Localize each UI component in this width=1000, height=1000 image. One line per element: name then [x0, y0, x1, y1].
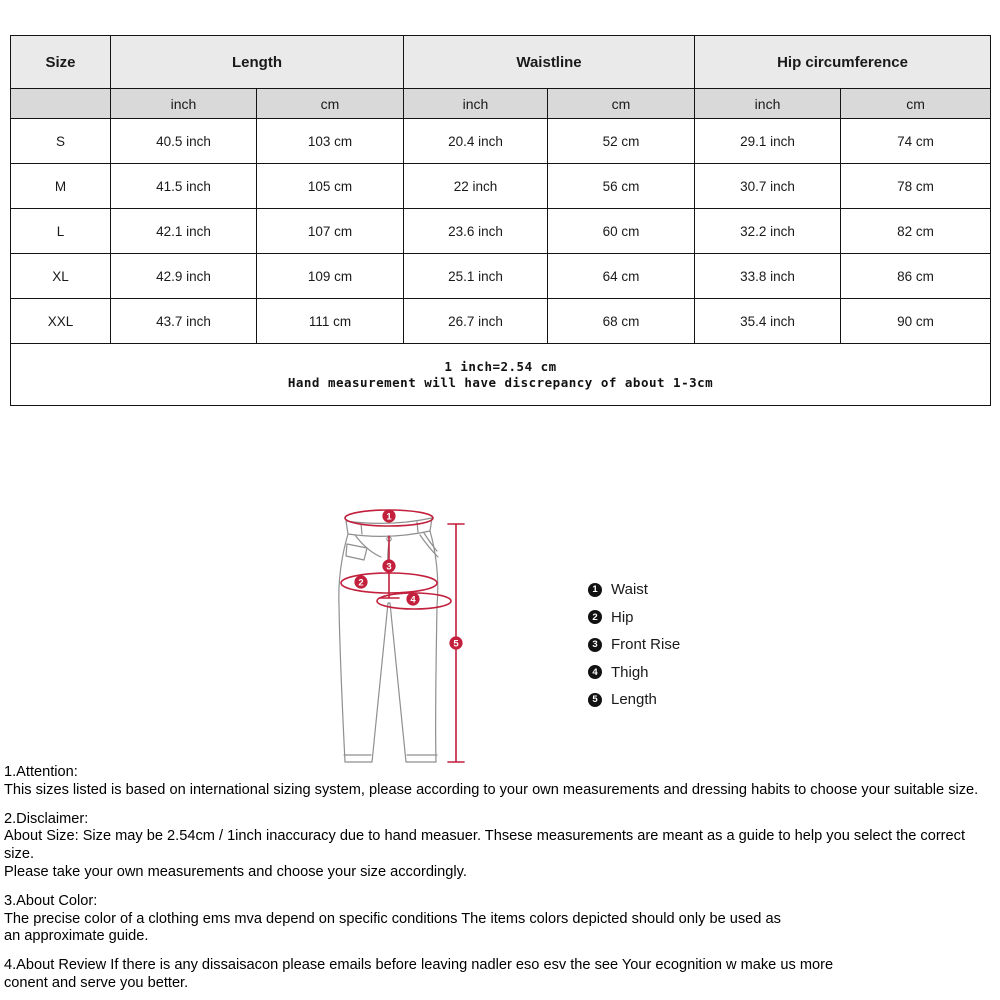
legend-item-waist — [588, 576, 680, 604]
cell-value: 90 cm — [841, 299, 991, 344]
size-label: L — [11, 209, 111, 254]
cell-value: 109 cm — [257, 254, 404, 299]
cell-value: 26.7 inch — [404, 299, 548, 344]
legend-dot-4-icon: 4 — [588, 665, 602, 679]
table-row — [11, 209, 991, 254]
cell-value: 64 cm — [548, 254, 695, 299]
size-chart-table — [10, 35, 991, 406]
cell-value: 20.4 inch — [404, 119, 548, 164]
col-header-hip: Hip circumference — [695, 36, 991, 89]
note-about-color — [4, 893, 996, 946]
legend-label: Front Rise — [611, 636, 681, 654]
legend-label: Hip — [611, 608, 634, 626]
svg-text:2: 2 — [358, 577, 364, 589]
cell-value: 29.1 inch — [695, 119, 841, 164]
note-attention — [4, 764, 996, 800]
size-label: XXL — [11, 299, 111, 344]
svg-text:4: 4 — [410, 594, 416, 606]
legend-dot-3-icon: 3 — [588, 638, 602, 652]
table-group-header-row — [11, 36, 991, 89]
note-text: Please take your own measurements and choose your size accordingly. — [4, 863, 467, 880]
note-text: conent and serve you better. — [4, 974, 189, 991]
table-row — [11, 254, 991, 299]
cell-value: 103 cm — [257, 119, 404, 164]
svg-text:1: 1 — [386, 511, 392, 523]
cell-value: 23.6 inch — [404, 209, 548, 254]
cell-value: 74 cm — [841, 119, 991, 164]
unit-header-hip-cm: cm — [841, 89, 991, 119]
measurement-legend — [588, 576, 680, 714]
size-label: XL — [11, 254, 111, 299]
unit-header-waist-cm: cm — [548, 89, 695, 119]
cell-value: 35.4 inch — [695, 299, 841, 344]
table-row — [11, 119, 991, 164]
legend-dot-1-icon: 1 — [588, 583, 602, 597]
footnote-discrepancy: Hand measurement will have discrepancy of about 1-3cm — [287, 374, 714, 390]
cell-value: 105 cm — [257, 164, 404, 209]
cell-value: 43.7 inch — [111, 299, 257, 344]
cell-value: 40.5 inch — [111, 119, 257, 164]
svg-text:3: 3 — [386, 561, 392, 573]
svg-text:5: 5 — [453, 638, 459, 650]
cell-value: 33.8 inch — [695, 254, 841, 299]
size-label: M — [11, 164, 111, 209]
table-row — [11, 164, 991, 209]
legend-item-hip — [588, 604, 680, 632]
table-footnote-row — [11, 344, 991, 406]
cell-value: 30.7 inch — [695, 164, 841, 209]
cell-value: 22 inch — [404, 164, 548, 209]
cell-value: 60 cm — [548, 209, 695, 254]
note-text: 4.About Review If there is any dissaisacon please emails before leaving nadler eso esv the see Your ecognition w make us more — [4, 957, 834, 974]
cell-value: 41.5 inch — [111, 164, 257, 209]
cell-value: 86 cm — [841, 254, 991, 299]
note-text: This sizes listed is based on international sizing system, please according to your own measurements and dressing habits to choose your suitable size. — [4, 781, 979, 798]
note-text: an approximate guide. — [4, 928, 149, 945]
cell-value: 42.9 inch — [111, 254, 257, 299]
legend-item-length — [588, 686, 680, 714]
col-header-size: Size — [11, 36, 111, 89]
cell-value: 56 cm — [548, 164, 695, 209]
notes-section — [4, 764, 996, 1000]
cell-value: 78 cm — [841, 164, 991, 209]
note-text: About Size: Size may be 2.54cm / 1inch inaccuracy due to hand measuer. Thsese measurements are meant as a guide to help you select the correct size. — [4, 828, 966, 863]
note-heading: 3.About Color: — [4, 892, 98, 909]
cell-value: 32.2 inch — [695, 209, 841, 254]
cell-value: 68 cm — [548, 299, 695, 344]
legend-dot-2-icon: 2 — [588, 610, 602, 624]
unit-header-length-cm: cm — [257, 89, 404, 119]
note-disclaimer — [4, 811, 996, 882]
cell-value: 52 cm — [548, 119, 695, 164]
size-label: S — [11, 119, 111, 164]
legend-label: Thigh — [611, 663, 649, 681]
cell-value: 107 cm — [257, 209, 404, 254]
footnote-conversion: 1 inch=2.54 cm — [444, 358, 557, 374]
cell-value: 25.1 inch — [404, 254, 548, 299]
note-about-review — [4, 957, 996, 993]
table-row — [11, 299, 991, 344]
legend-item-thigh — [588, 659, 680, 687]
pants-measurement-diagram — [325, 498, 481, 775]
cell-value: 42.1 inch — [111, 209, 257, 254]
note-heading: 2.Disclaimer: — [4, 810, 89, 827]
legend-label: Length — [611, 691, 657, 709]
note-text: The precise color of a clothing ems mva depend on specific conditions The items colors depicted should only be used as — [4, 910, 781, 927]
col-header-waistline: Waistline — [404, 36, 695, 89]
unit-header-waist-inch: inch — [404, 89, 548, 119]
note-heading: 1.Attention: — [4, 764, 78, 780]
unit-header-empty — [11, 89, 111, 119]
unit-header-hip-inch: inch — [695, 89, 841, 119]
cell-value: 82 cm — [841, 209, 991, 254]
legend-item-front-rise — [588, 631, 680, 659]
legend-label: Waist — [611, 581, 648, 599]
col-header-length: Length — [111, 36, 404, 89]
legend-dot-5-icon: 5 — [588, 693, 602, 707]
table-unit-header-row — [11, 89, 991, 119]
cell-value: 111 cm — [257, 299, 404, 344]
unit-header-length-inch: inch — [111, 89, 257, 119]
